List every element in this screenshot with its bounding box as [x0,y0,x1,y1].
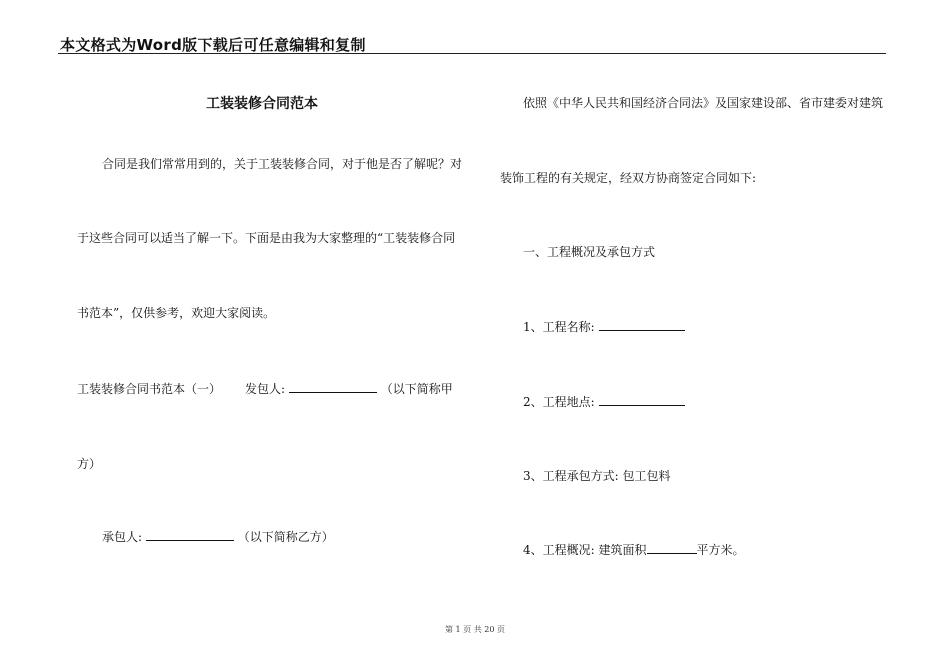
item-4-label: 4、工程概况: 建筑面积 [523,543,647,557]
item-2-label: 2、工程地点: [523,395,595,409]
item-2-line [523,393,685,410]
contractor-suffix: （以下简称乙方） [237,530,334,544]
item-4-line [523,541,745,558]
employer-suffix: （以下简称甲 [380,382,453,396]
document-header-title: 本文格式为Word版下载后可任意编辑和复制 [60,36,366,54]
contractor-line [102,528,334,545]
page-footer: 第 1 页 共 20 页 [445,625,505,634]
basis-line-2: 装饰工程的有关规定，经双方协商签定合同如下: [500,171,757,185]
item-4-blank [647,541,697,554]
intro-line-3: 书范本”，仅供参考，欢迎大家阅读。 [77,306,276,320]
intro-line-2: 于这些合同可以适当了解一下。下面是由我为大家整理的“工装装修合同 [77,231,456,245]
employer-line [245,380,453,397]
employer-label: 发包人: [245,382,286,396]
item-4-suffix: 平方米。 [696,543,745,557]
item-1-line [523,318,685,335]
document-title: 工装装修合同范本 [206,96,318,112]
contractor-label: 承包人: [102,530,143,544]
sample-heading: 工装装修合同书范本（一） [77,382,222,396]
item-2-blank [599,393,685,406]
item-3-line: 3、工程承包方式: 包工包料 [523,469,671,483]
contractor-blank [146,528,234,541]
employer-suffix-cont: 方） [77,457,102,471]
intro-line-1: 合同是我们常常用到的，关于工装装修合同，对于他是否了解呢？对 [102,157,463,171]
employer-blank [289,380,377,393]
section-heading-1: 一、工程概况及承包方式 [523,245,656,259]
item-1-blank [599,318,685,331]
basis-line-1: 依照《中华人民共和国经济合同法》及国家建设部、省市建委对建筑 [523,96,884,110]
item-1-label: 1、工程名称: [523,320,595,334]
header-divider [58,53,886,54]
